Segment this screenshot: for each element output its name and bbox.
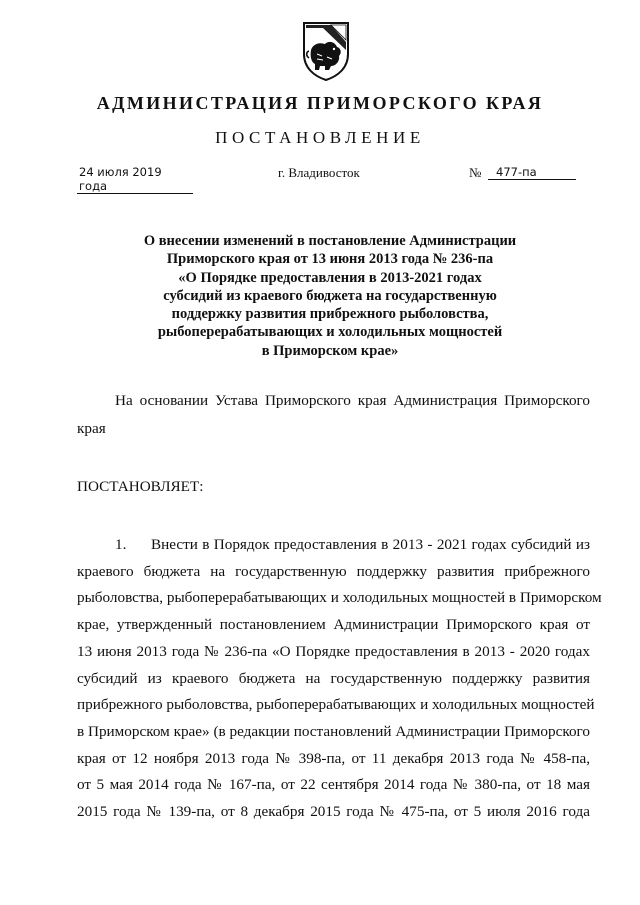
document-type: ПОСТАНОВЛЕНИЕ — [215, 128, 425, 147]
document-number: 477-па — [488, 165, 576, 180]
basis-paragraph — [77, 387, 590, 443]
paragraph-line: 2015 года № 139-па, от 8 декабря 2015 года № 475-па, от 5 июля 2016 года — [77, 803, 590, 821]
title-line: в Приморском крае» — [261, 342, 399, 359]
paragraph-line: от 5 мая 2014 года № 167-па, от 22 сентября 2014 года № 380-па, от 18 мая — [77, 776, 590, 794]
paragraph-line: в Приморском крае» (в редакции постановлений Администрации Приморского — [77, 722, 590, 740]
document-city: г. Владивосток — [278, 165, 360, 180]
document-title — [100, 232, 560, 360]
paragraph-line: крае, утвержденный постановлением Администрации Приморского края от — [77, 616, 590, 634]
basis-line: края — [77, 420, 106, 437]
organization-name: АДМИНИСТРАЦИЯ ПРИМОРСКОГО КРАЯ — [96, 93, 544, 113]
coat-of-arms-emblem — [301, 20, 351, 82]
document-date: 24 июля 2019 года — [77, 165, 193, 194]
paragraph-line: края от 12 ноября 2013 года № 398-па, от 11 декабря 2013 года № 458-па, — [77, 749, 590, 767]
paragraph-line: субсидий из краевого бюджета на государственную поддержку развития — [77, 669, 590, 687]
title-line: О внесении изменений в постановление Администрации — [143, 233, 517, 249]
item-number: 1. — [115, 536, 127, 553]
item-1-paragraph — [77, 532, 602, 826]
paragraph-line: рыболовства, рыбоперерабатывающих и холодильных мощностей в Приморском — [77, 589, 602, 607]
decree-word: ПОСТАНОВЛЯЕТ: — [77, 478, 204, 495]
title-line: рыбоперерабатывающих и холодильных мощностей — [157, 324, 503, 341]
title-line: «О Порядке предоставления в 2013-2021 годах — [178, 269, 482, 286]
number-label: № — [469, 165, 482, 180]
paragraph-line: 13 июня 2013 года № 236-па «О Порядке предоставления в 2013 - 2020 годах — [77, 642, 590, 660]
item-text: Внести в Порядок предоставления в 2013 - 2021 годах субсидий из — [151, 536, 590, 553]
title-line: субсидий из краевого бюджета на государственную — [163, 287, 497, 304]
paragraph-line — [77, 532, 590, 559]
paragraph-line: краевого бюджета на государственную поддержку развития прибрежного — [77, 562, 590, 580]
paragraph-line: прибрежного рыболовства, рыбоперерабатывающих и холодильных мощностей — [77, 696, 595, 714]
basis-line: На основании Устава Приморского края Администрация Приморского — [115, 392, 590, 409]
title-line: Приморского края от 13 июня 2013 года № 236-па — [166, 251, 494, 268]
title-line: поддержку развития прибрежного рыболовства, — [171, 306, 489, 323]
